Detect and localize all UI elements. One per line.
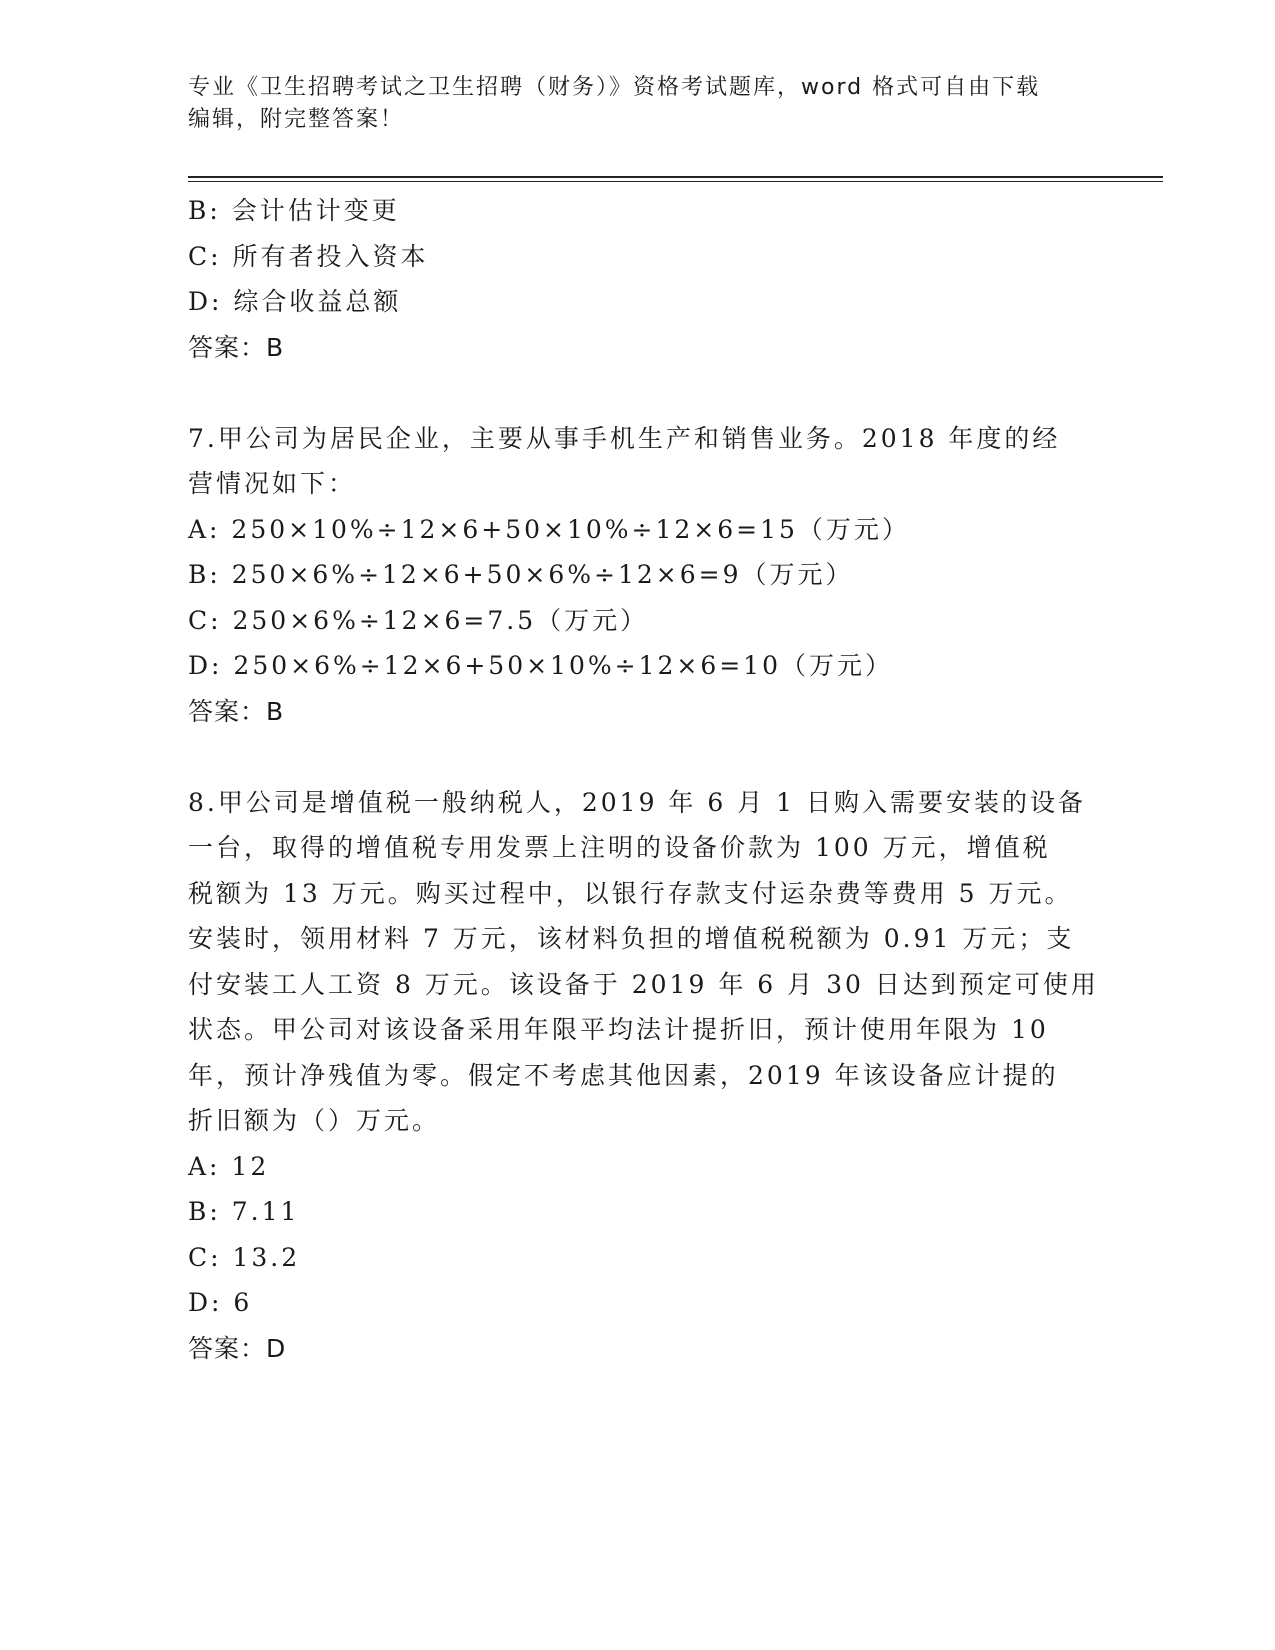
q8-option-b: B: 7.11	[188, 1197, 300, 1226]
question-6-tail	[188, 188, 1088, 370]
q8-stem-line-1: 8.甲公司是增值税一般纳税人，2019 年 6 月 1 日购入需要安装的设备	[188, 787, 1087, 817]
spacer	[188, 370, 1088, 416]
spacer	[188, 734, 1088, 780]
q6-option-b: B: 会计估计变更	[188, 196, 400, 225]
q7-option-c: C: 250×6%÷12×6=7.5（万元）	[188, 605, 649, 635]
document-body	[188, 188, 1099, 1371]
q8-stem-line-8: 折旧额为（）万元。	[188, 1106, 441, 1135]
q8-stem-line-2: 一台，取得的增值税专用发票上注明的设备价款为 100 万元，增值税	[188, 833, 1051, 862]
header-line-2: 编辑，附完整答案！	[188, 107, 405, 132]
header-line-1: 专业《卫生招聘考试之卫生招聘（财务）》资格考试题库，word 格式可自由下载	[188, 75, 1041, 100]
q8-stem-line-3: 税额为 13 万元。购买过程中，以银行存款支付运杂费等费用 5 万元。	[188, 878, 1073, 908]
q6-option-d: D: 综合收益总额	[188, 287, 402, 316]
q6-answer: 答案：B	[188, 332, 285, 362]
q7-answer: 答案：B	[188, 696, 285, 726]
header-divider-thick	[188, 176, 1163, 178]
q8-option-c: C: 13.2	[188, 1242, 301, 1272]
q8-stem-line-5: 付安装工人工资 8 万元。该设备于 2019 年 6 月 30 日达到预定可使用	[188, 969, 1099, 999]
q7-option-a: A: 250×10%÷12×6+50×10%÷12×6=15（万元）	[188, 514, 910, 544]
question-7	[188, 416, 1088, 735]
document-header	[188, 72, 1068, 136]
header-divider-thin	[188, 181, 1163, 182]
q8-answer: 答案：D	[188, 1333, 287, 1363]
question-8	[188, 780, 1099, 1372]
q7-option-d: D: 250×6%÷12×6+50×10%÷12×6=10（万元）	[188, 651, 893, 680]
q8-stem-line-7: 年，预计净残值为零。假定不考虑其他因素，2019 年该设备应计提的	[188, 1060, 1059, 1090]
q7-stem-line-2: 营情况如下：	[188, 469, 357, 498]
q7-option-b: B: 250×6%÷12×6+50×6%÷12×6=9（万元）	[188, 560, 854, 589]
q6-option-c: C: 所有者投入资本	[188, 241, 429, 271]
q8-stem-line-4: 安装时，领用材料 7 万元，该材料负担的增值税税额为 0.91 万元；支	[188, 924, 1075, 953]
q8-option-d: D: 6	[188, 1288, 253, 1317]
q8-option-a: A: 12	[188, 1151, 270, 1181]
q8-stem-line-6: 状态。甲公司对该设备采用年限平均法计提折旧，预计使用年限为 10	[188, 1015, 1049, 1044]
q7-stem-line-1: 7.甲公司为居民企业，主要从事手机生产和销售业务。2018 年度的经	[188, 423, 1061, 453]
